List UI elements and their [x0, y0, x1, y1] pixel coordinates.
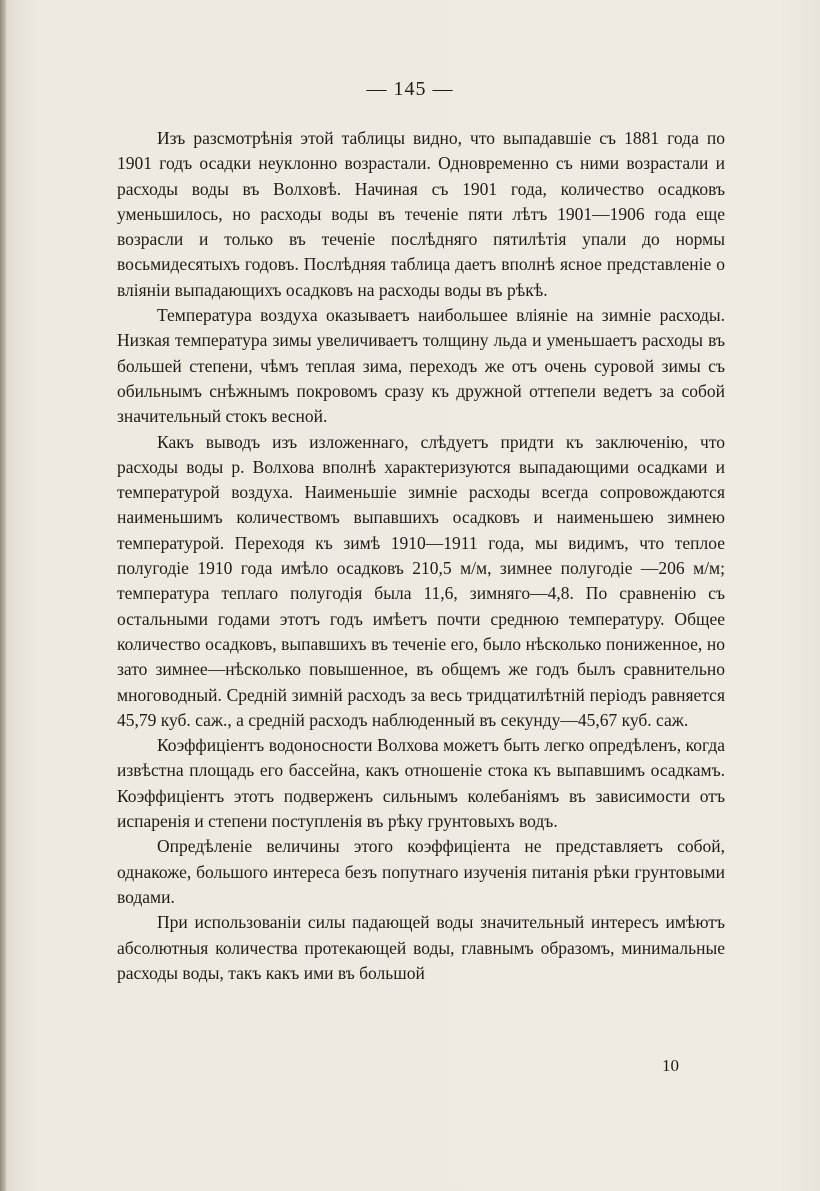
- paragraph-conclusion: Какъ выводъ изъ изложеннаго, слѣдуетъ придти къ заключенію, что расходы воды р. Волхова вполнѣ характеризуются выпадающими осадками и температурой воздуха. Наименьшіе зимніе расходы всегда сопровождаются наименьшимъ количествомъ выпавшихъ осадковъ и наименьшею зимнею температурой. Переходя къ зимѣ 1910—1911 года, мы видимъ, что теплое полугодіе 1910 года имѣло осадковъ 210,5 м/м, зимнее полугодіе —206 м/м; температура теплаго полугодія была 11,6, зимняго—4,8. По сравненію съ остальными годами этотъ годъ имѣетъ почти среднюю температуру. Общее количество осадковъ, выпавшихъ въ теченіе его, было нѣсколько пониженное, но зато зимнее—нѣсколько повышенное, въ общемъ же годъ былъ сравнительно многоводный. Среднiй зимнiй расходъ за весь тридцатилѣтнiй періодъ равняется 45,79 куб. саж., а среднiй расходъ наблюденный въ секунду—45,67 куб. саж.: [117, 431, 725, 730]
- page-number: — 145 —: [366, 78, 454, 100]
- paragraph-water-power: При использованіи силы падающей воды значительный интересъ имѣютъ абсолютныя количества протекающей воды, главнымъ образомъ, минимальные расходы воды, такъ какъ ими въ большой: [117, 912, 725, 983]
- page-binding-edge: [0, 0, 6, 1191]
- paragraph-air-temperature: Температура воздуха оказываетъ наибольшее вліяніе на зимніе расходы. Низкая температура зимы увеличиваетъ толщину льда и уменьшаетъ расходы въ большей степени, чѣмъ теплая зима, переходъ же отъ очень суровой зимы съ обильнымъ снѣжнымъ покровомъ сразу къ дружной оттепели ведетъ за собой значительный стокъ весной.: [117, 305, 725, 427]
- paragraph-rainfall-table: Изъ разсмотрѣнія этой таблицы видно, что выпадавшіе съ 1881 года по 1901 годъ осадки неуклонно возрастали. Одновременно съ ними возрастали и расходы воды въ Волховѣ. Начиная съ 1901 года, количество осадковъ уменьшилось, но расходы воды въ теченіе пяти лѣтъ 1901—1906 года еще возрасли и только въ теченіе послѣдняго пятилѣтія упали до нормы восьмидесятыхъ годовъ. Послѣдняя таблица даетъ вполнѣ ясное представленіе о вліяніи выпадающихъ осадковъ на расходы воды въ рѣкѣ.: [117, 128, 725, 300]
- body-text: [117, 126, 725, 986]
- signature-mark: 10: [662, 1056, 679, 1075]
- paragraph-coefficient-definition: Опредѣленіе величины этого коэффиціента не представляетъ собой, однакоже, большого интереса безъ попутнаго изученія питанія рѣки грунтовыми водами.: [117, 836, 725, 907]
- paragraph-runoff-coefficient: Коэффиціентъ водоносности Волхова можетъ быть легко опредѣленъ, когда извѣстна площадь его бассейна, какъ отношеніе стока къ выпавшимъ осадкамъ. Коэффиціентъ этотъ подверженъ сильнымъ колебаніямъ въ зависимости отъ испаренія и степени поступленія въ рѣку грунтовыхъ водъ.: [117, 735, 725, 832]
